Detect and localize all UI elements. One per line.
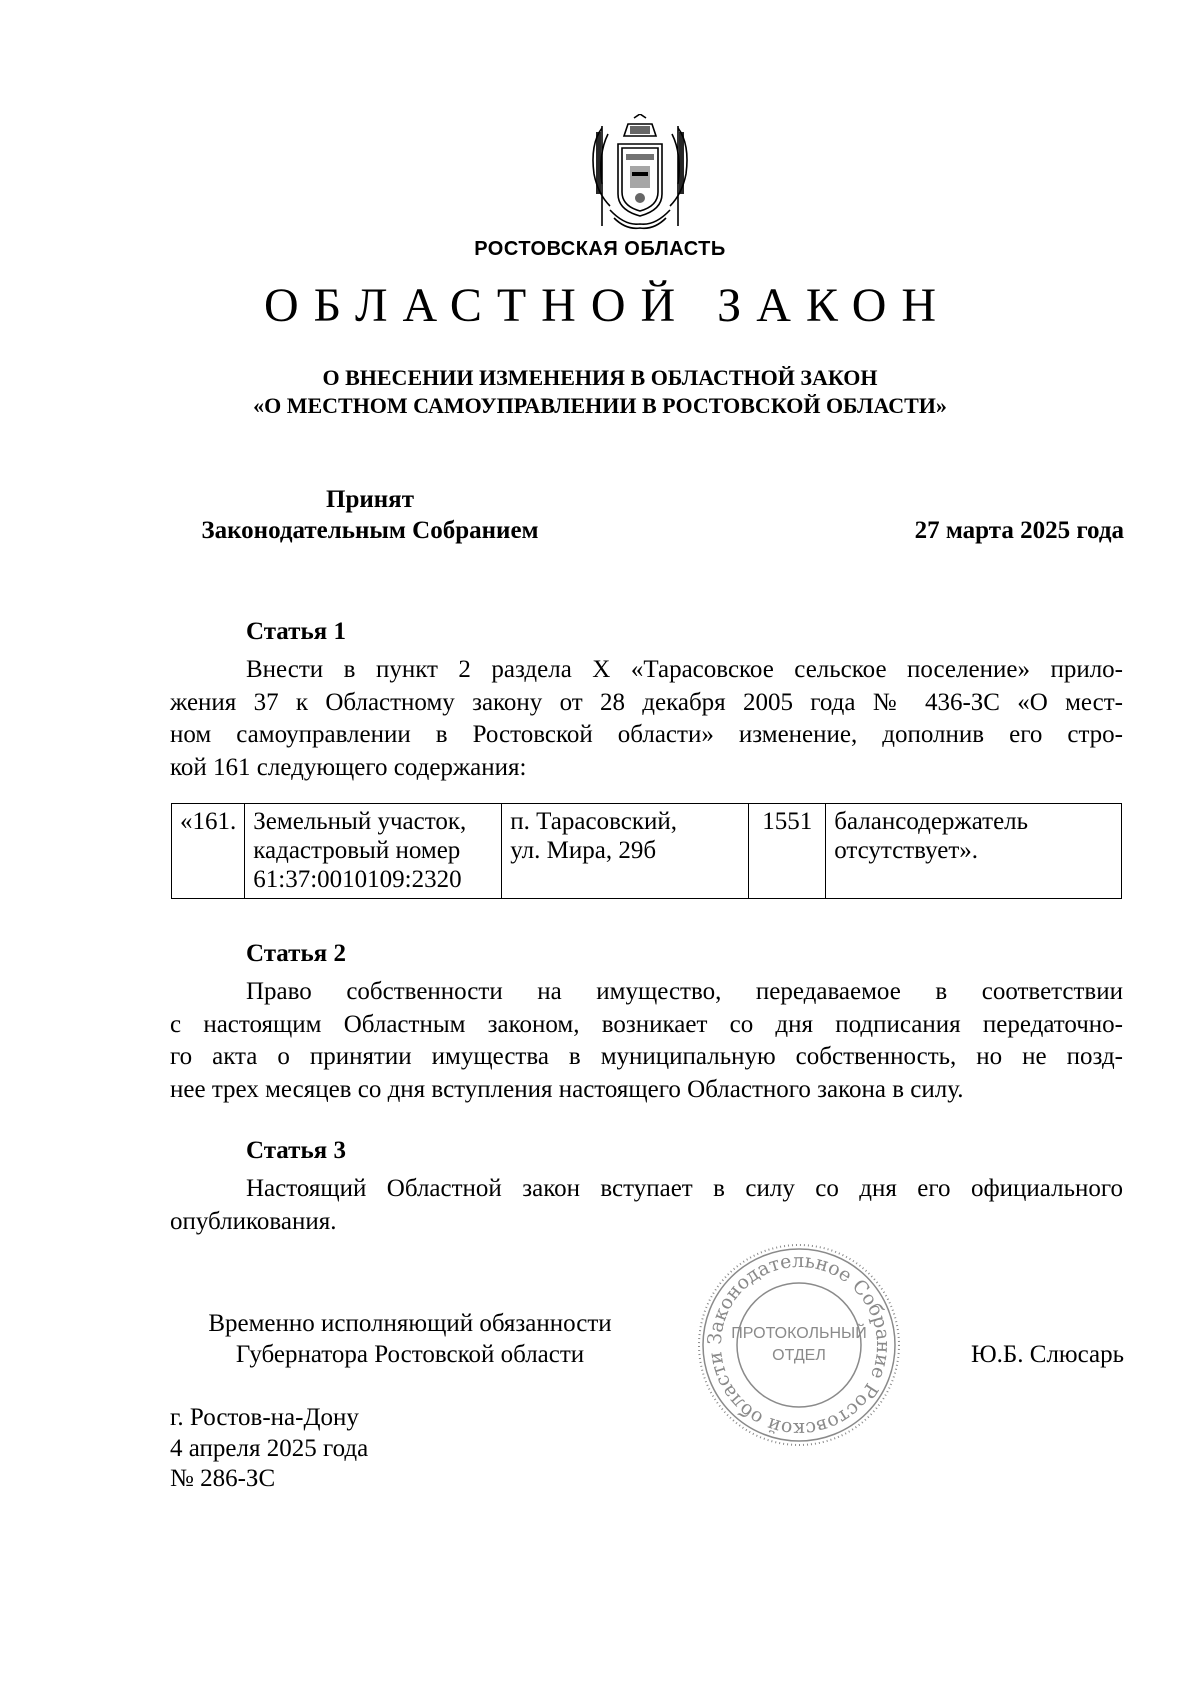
text-line: опубликования.	[170, 1207, 337, 1235]
row-number: «161.	[180, 808, 237, 835]
article-text	[170, 1173, 1123, 1238]
coat-of-arms-icon	[580, 114, 700, 234]
official-stamp	[694, 1240, 904, 1450]
text-line: го акта о принятии имущества в муниципальную собственность, но не позд-	[170, 1043, 1123, 1070]
holder-line: балансодержатель	[834, 808, 1029, 835]
svg-text:Законодательное Собрание Росто	[704, 1250, 894, 1440]
adoption-line: Законодательным Собранием	[201, 517, 539, 544]
article-text	[170, 976, 1123, 1106]
object-line: Земельный участок,	[253, 808, 467, 835]
article-heading: Статья 3	[246, 1137, 346, 1164]
law-title	[0, 364, 1200, 420]
text-line: с настоящим Областным законом, возникает со дня подписания передаточно-	[170, 1010, 1123, 1038]
address-line: п. Тарасовский,	[510, 808, 677, 835]
text-line: Право собственности на имущество, передаваемое в соответствии	[246, 978, 1123, 1005]
law-number: № 286-ЗС	[170, 1465, 276, 1492]
text-line: жения 37 к Областному закону от 28 декабря 2005 года № 436-ЗС «О мест-	[170, 688, 1123, 716]
adoption-statement	[170, 484, 570, 546]
signer-title-line: Губернатора Ростовской области	[235, 1341, 585, 1368]
text-line: ном самоуправлении в Ростовской области» изменение, дополнив его стро-	[170, 721, 1123, 748]
article-heading: Статья 1	[246, 618, 346, 645]
law-title-line: О ВНЕСЕНИИ ИЗМЕНЕНИЯ В ОБЛАСТНОЙ ЗАКОН	[322, 365, 878, 390]
property-table	[171, 803, 1122, 899]
table-cell	[826, 804, 1122, 899]
article-heading: Статья 2	[246, 940, 346, 967]
adoption-line: Принят	[326, 486, 414, 513]
text-line: нее трех месяцев со дня вступления настоящего Областного закона в силу.	[170, 1075, 964, 1103]
signer-title	[170, 1308, 650, 1370]
table-cell	[172, 804, 245, 899]
signing-date: 4 апреля 2025 года	[170, 1434, 369, 1462]
signer-name: Ю.Б. Слюсарь	[970, 1341, 1124, 1368]
table-cell	[245, 804, 502, 899]
stamp-ring-text: Законодательное Собрание Ростовской области	[703, 1249, 895, 1441]
law-title-line: «О МЕСТНОМ САМОУПРАВЛЕНИИ В РОСТОВСКОЙ ОБЛАСТИ»	[253, 393, 947, 418]
object-line: 61:37:0010109:2320	[253, 866, 462, 893]
place-city: г. Ростов-на-Дону	[170, 1404, 359, 1431]
place-date-number	[170, 1403, 368, 1495]
table-row	[172, 804, 1122, 899]
article-text	[170, 654, 1123, 784]
table-cell	[749, 804, 826, 899]
adoption-date: 27 марта 2025 года	[914, 517, 1124, 544]
region-name: РОСТОВСКАЯ ОБЛАСТЬ	[474, 238, 726, 260]
text-line: Внести в пункт 2 раздела X «Тарасовское сельское поселение» прило-	[246, 656, 1123, 683]
text-line: Настоящий Областной закон вступает в силу со дня его официального	[246, 1175, 1123, 1202]
document-type: ОБЛАСТНОЙ ЗАКОН	[263, 279, 952, 332]
signer-title-line: Временно исполняющий обязанности	[208, 1310, 612, 1337]
holder-line: отсутствует».	[834, 837, 979, 864]
object-line: кадастровый номер	[253, 837, 461, 864]
area-value: 1551	[762, 808, 813, 835]
address-line: ул. Мира, 29б	[510, 837, 657, 864]
stamp-inner-text: ОТДЕЛ	[772, 1347, 826, 1364]
stamp-inner-text: ПРОТОКОЛЬНЫЙ	[731, 1325, 867, 1342]
text-line: кой 161 следующего содержания:	[170, 753, 527, 781]
table-cell	[502, 804, 749, 899]
